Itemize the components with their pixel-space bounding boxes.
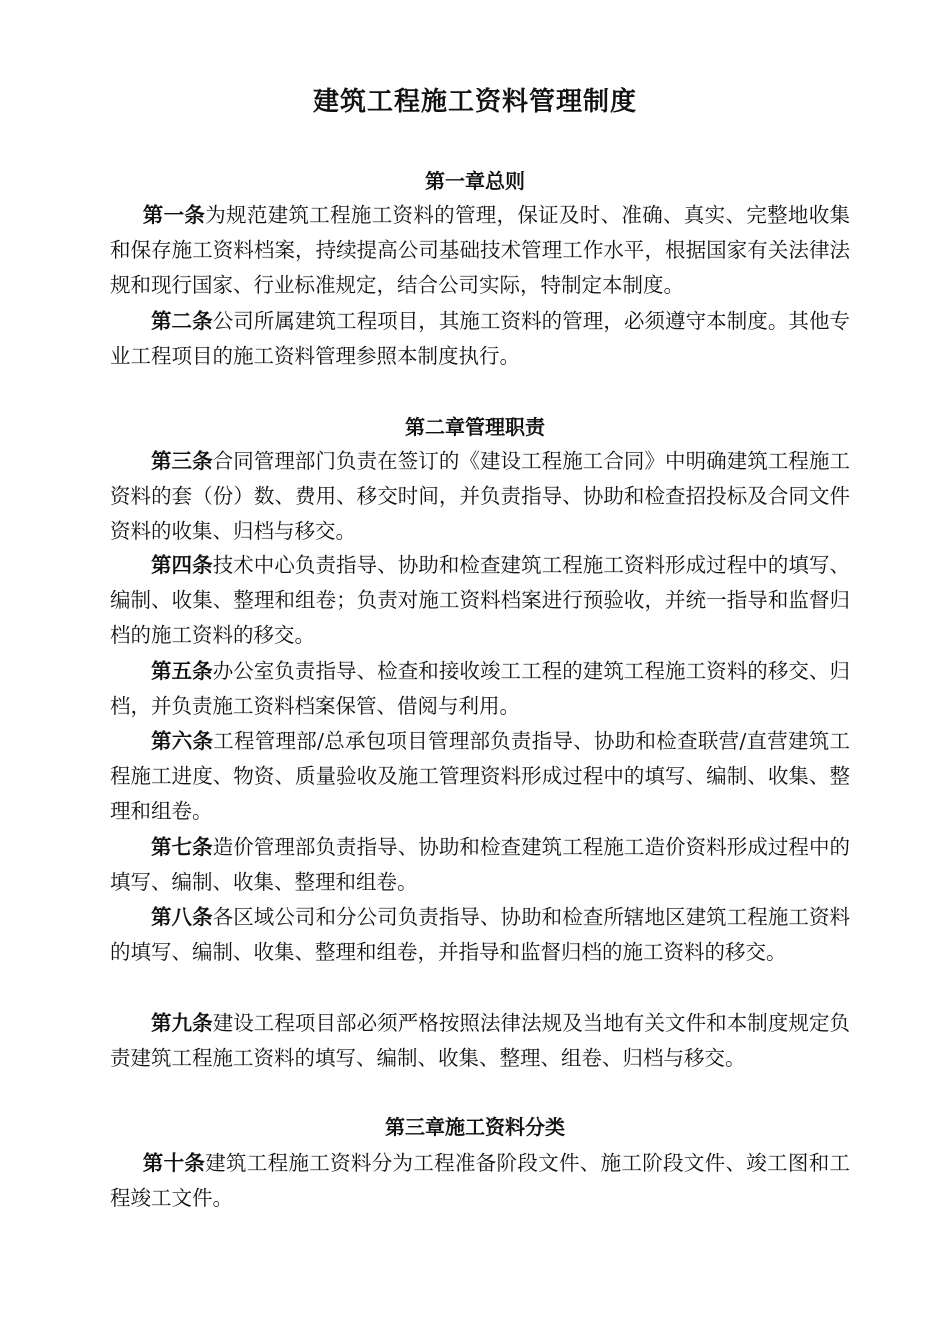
article-paragraph [110, 900, 850, 970]
article-label: 第九条 [151, 1011, 213, 1035]
article-paragraph [110, 724, 850, 829]
article-text: 建设工程项目部必须严格按照法律法规及当地有关文件和本制度规定负责建筑工程施工资料的填写、编制、收集、整理、组卷、归档与移交。 [110, 1011, 851, 1070]
article-label: 第四条 [151, 553, 213, 577]
article-text: 为规范建筑工程施工资料的管理，保证及时、准确、真实、完整地收集和保存施工资料档案，持续提高公司基础技术管理工作水平，根据国家有关法律法规和现行国家、行业标准规定，结合公司实际，特制定本制度。 [110, 203, 851, 297]
chapter-heading: 第三章施工资料分类 [385, 1115, 565, 1139]
article-paragraph [110, 548, 850, 653]
article-paragraph [110, 198, 850, 303]
article-paragraph [110, 444, 850, 549]
article-text: 合同管理部门负责在签订的《建设工程施工合同》中明确建筑工程施工资料的套（份）数、费用、移交时间，并负责指导、协助和检查招投标及合同文件资料的收集、归档与移交。 [110, 449, 851, 543]
article-text: 造价管理部负责指导、协助和检查建筑工程施工造价资料形成过程中的填写、编制、收集、整理和组卷。 [110, 835, 851, 894]
article-paragraph [110, 1006, 850, 1076]
chapter-heading: 第一章总则 [425, 169, 525, 193]
article-label: 第一条 [142, 203, 206, 227]
document-title: 建筑工程施工资料管理制度 [312, 87, 637, 117]
article-paragraph [110, 304, 850, 374]
article-text: 技术中心负责指导、协助和检查建筑工程施工资料形成过程中的填写、编制、收集、整理和组卷；负责对施工资料档案进行预验收，并统一指导和监督归档的施工资料的移交。 [110, 553, 851, 647]
article-label: 第五条 [151, 659, 213, 683]
article-label: 第三条 [151, 449, 213, 473]
article-label: 第八条 [151, 905, 213, 929]
article-text: 工程管理部/总承包项目管理部负责指导、协助和检查联营/直营建筑工程施工进度、物资、质量验收及施工管理资料形成过程中的填写、编制、收集、整理和组卷。 [110, 729, 851, 823]
article-text: 建筑工程施工资料分为工程准备阶段文件、施工阶段文件、竣工图和工程竣工文件。 [110, 1151, 851, 1210]
article-label: 第二条 [151, 309, 213, 333]
article-text: 各区域公司和分公司负责指导、协助和检查所辖地区建筑工程施工资料的填写、编制、收集、整理和组卷，并指导和监督归档的施工资料的移交。 [110, 905, 851, 964]
article-paragraph [110, 1146, 850, 1216]
article-label: 第六条 [151, 729, 214, 753]
article-label: 第七条 [151, 835, 213, 859]
article-paragraph [110, 830, 850, 900]
article-label: 第十条 [142, 1151, 206, 1175]
article-text: 办公室负责指导、检查和接收竣工工程的建筑工程施工资料的移交、归档，并负责施工资料档案保管、借阅与利用。 [110, 659, 851, 718]
chapter-heading: 第二章管理职责 [405, 415, 545, 439]
article-text: 公司所属建筑工程项目，其施工资料的管理，必须遵守本制度。其他专业工程项目的施工资料管理参照本制度执行。 [110, 309, 851, 368]
article-paragraph [110, 654, 850, 724]
